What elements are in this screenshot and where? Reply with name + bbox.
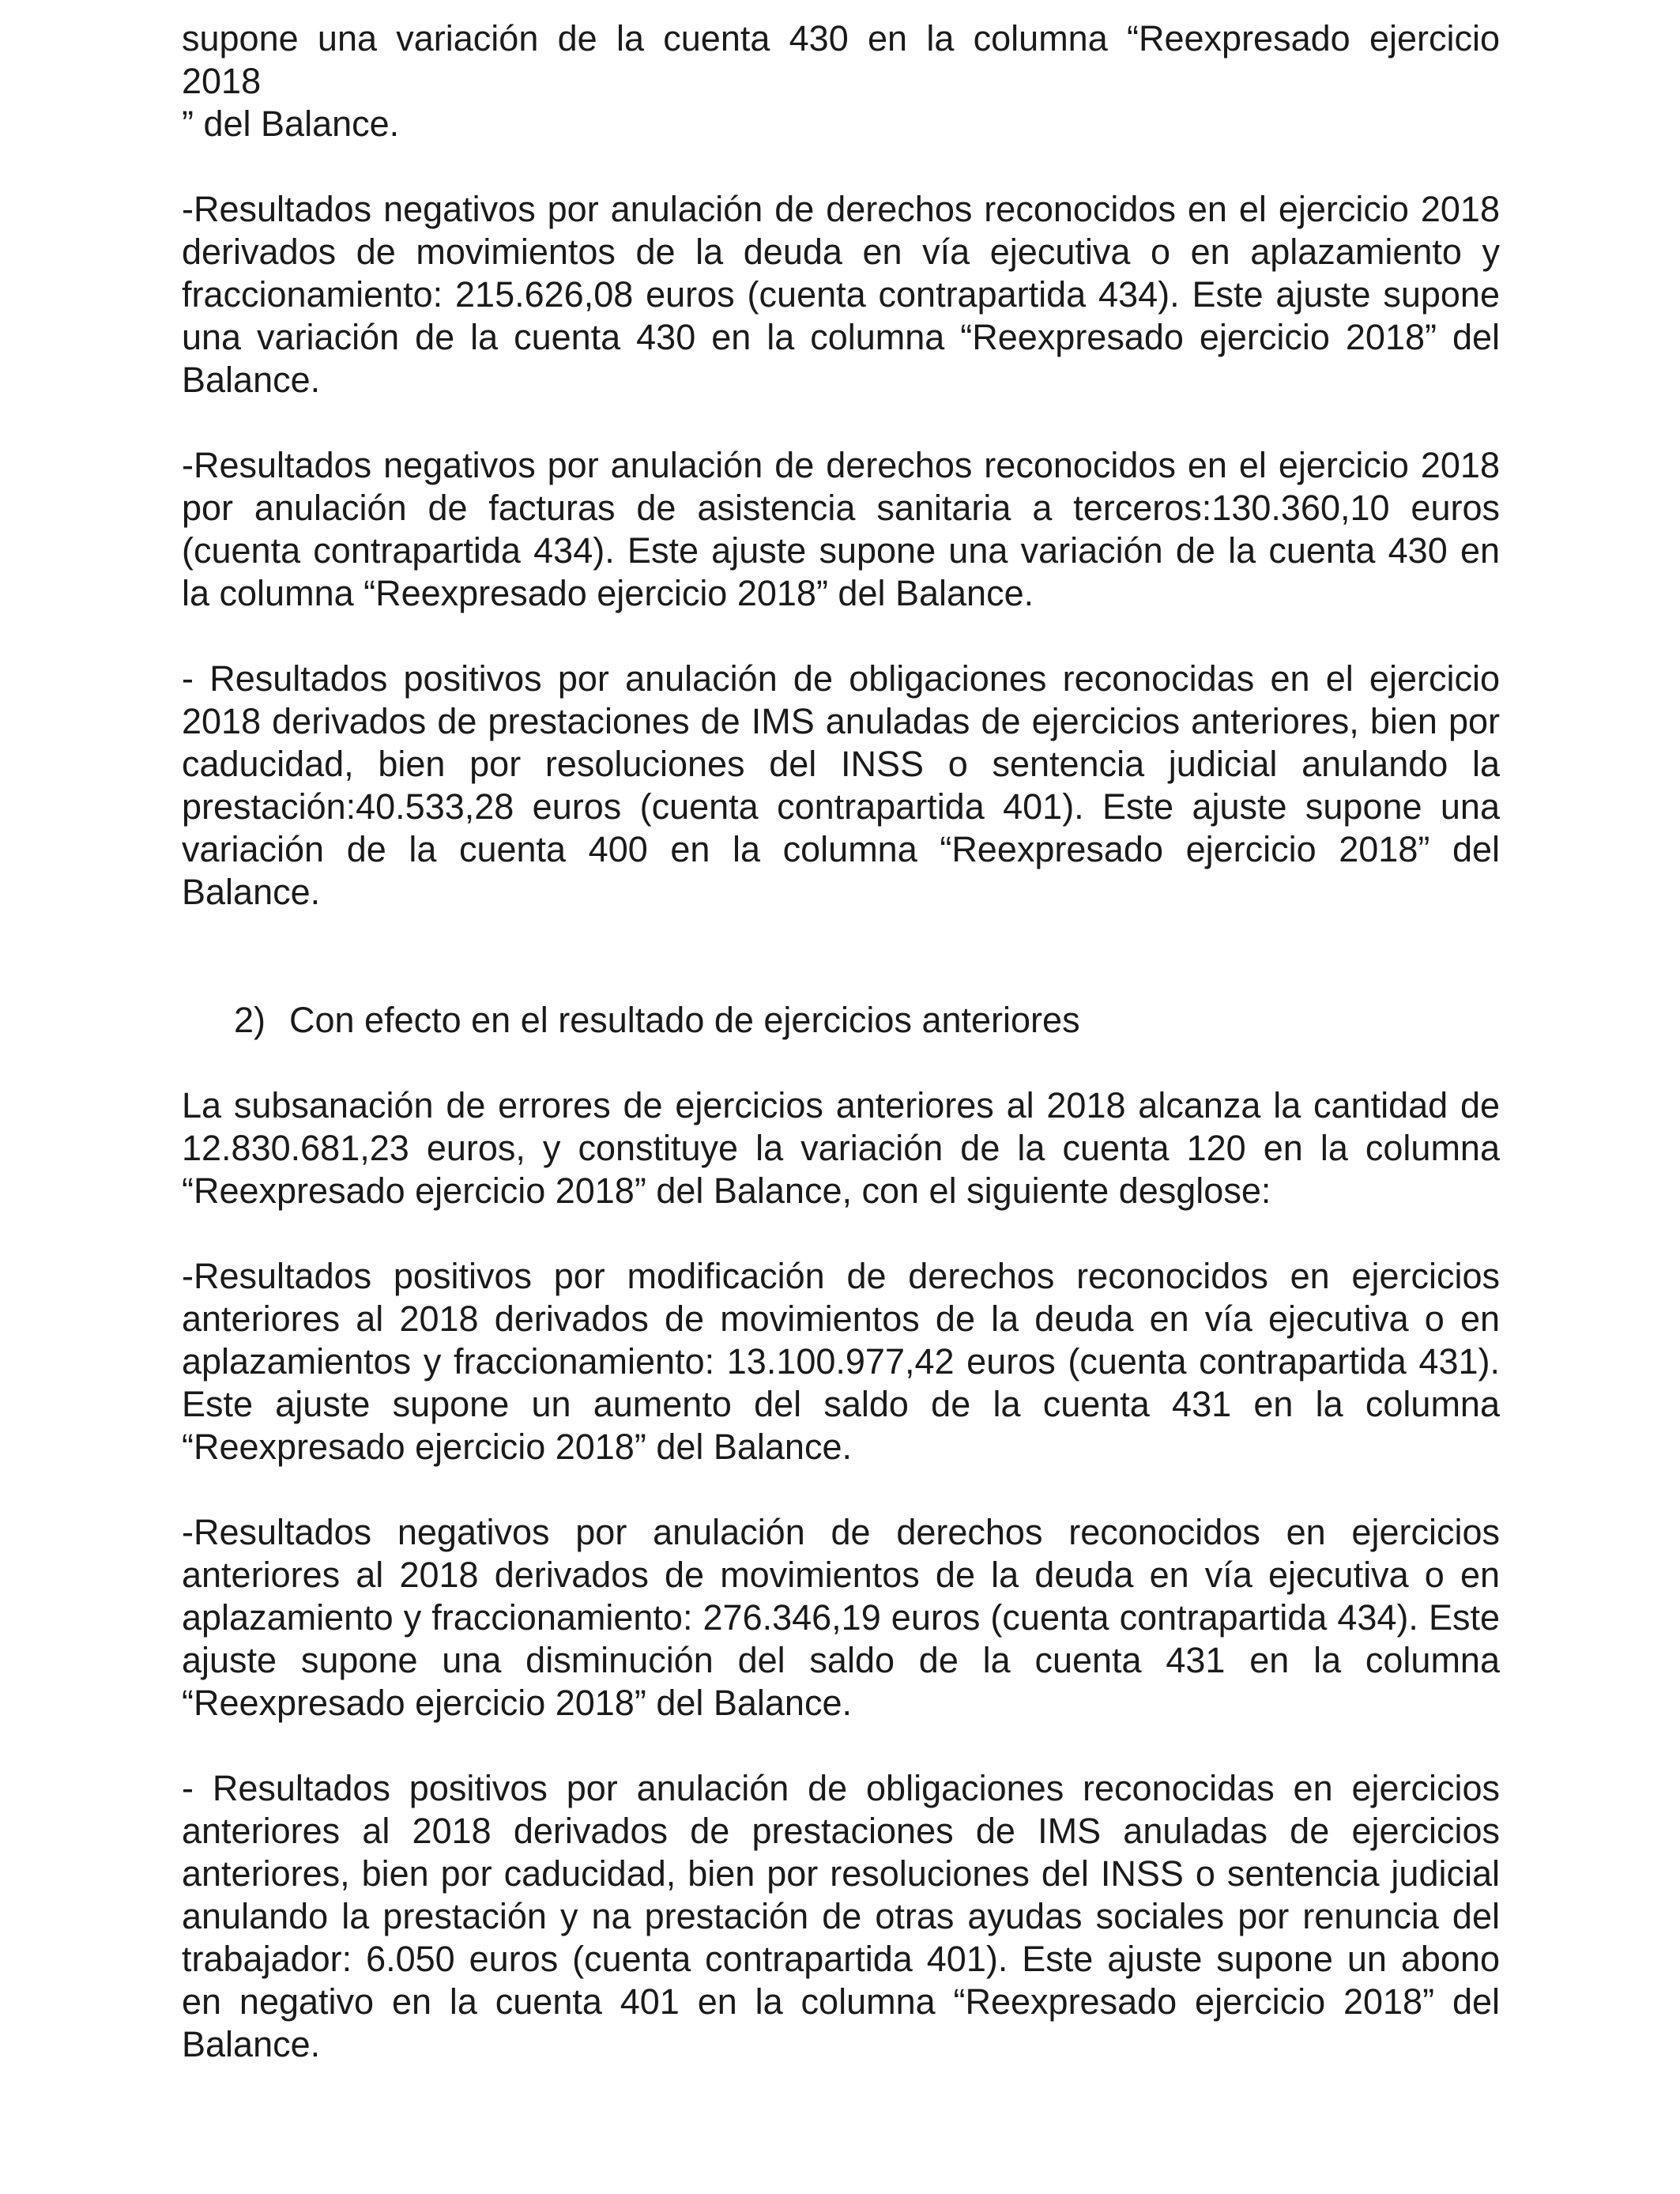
intro-line-1: supone una variación de la cuenta 430 en la columna “Reexpresado ejercicio: [182, 18, 1500, 58]
section2-number: 2): [234, 1000, 266, 1040]
intro-line-3: ” del Balance.: [182, 104, 400, 144]
document-page: [182, 17, 1500, 2109]
section2-heading: [182, 999, 1500, 1042]
intro-paragraph: [182, 17, 1500, 145]
section2-item-1: -Resultados positivos por modificación de derechos reconocidos en ejercicios anteriores al 2018 derivados de movimientos de la deuda en vía ejecutiva o en aplazamientos y fraccionamiento: 13.100.977,42 euros (cuenta contrapartida 431). Este ajuste supone un aumento del saldo de la cuenta 431 en la columna “Reexpresado ejercicio 2018” del Balance.: [182, 1256, 1500, 1467]
section-spacer: [182, 956, 1500, 999]
intro-line-2: 2018: [182, 61, 262, 101]
section1-item-1: -Resultados negativos por anulación de derechos reconocidos en el ejercicio 2018 derivados de movimientos de la deuda en vía ejecutiva o en aplazamiento y fraccionamiento: 215.626,08 euros (cuenta contrapartida 434). Este ajuste supone una variación de la cuenta 430 en la columna “Reexpresado ejercicio 2018” del Balance.: [182, 189, 1500, 400]
section2-summary: La subsanación de errores de ejercicios anteriores al 2018 alcanza la cantidad de 12.830.681,23 euros, y constituye la variación de la cuenta 120 en la columna “Reexpresado ejercicio 2018” del Balance, con el siguiente desglose:: [182, 1085, 1500, 1211]
section1-item-3: - Resultados positivos por anulación de obligaciones reconocidas en el ejercicio 2018 derivados de prestaciones de IMS anuladas de ejercicios anteriores, bien por caducidad, bien por resoluciones del INSS o sentencia judicial anulando la prestación:40.533,28 euros (cuenta contrapartida 401). Este ajuste supone una variación de la cuenta 400 en la columna “Reexpresado ejercicio 2018” del Balance.: [182, 658, 1500, 912]
section2-item-2: -Resultados negativos por anulación de derechos reconocidos en ejercicios anteriores al 2018 derivados de movimientos de la deuda en vía ejecutiva o en aplazamiento y fraccionamiento: 276.346,19 euros (cuenta contrapartida 434). Este ajuste supone una disminución del saldo de la cuenta 431 en la columna “Reexpresado ejercicio 2018” del Balance.: [182, 1512, 1500, 1723]
section2-item-3: - Resultados positivos por anulación de obligaciones reconocidas en ejercicios anteriores al 2018 derivados de prestaciones de IMS anuladas de ejercicios anteriores, bien por caducidad, bien por resoluciones del INSS o sentencia judicial anulando la prestación y na prestación de otras ayudas sociales por renuncia del trabajador: 6.050 euros (cuenta contrapartida 401). Este ajuste supone un abono en negativo en la cuenta 401 en la columna “Reexpresado ejercicio 2018” del Balance.: [182, 1768, 1500, 2064]
section1-item-2: -Resultados negativos por anulación de derechos reconocidos en el ejercicio 2018 por anulación de facturas de asistencia sanitaria a terceros:130.360,10 euros (cuenta contrapartida 434). Este ajuste supone una variación de la cuenta 430 en la columna “Reexpresado ejercicio 2018” del Balance.: [182, 445, 1500, 613]
section2-title: Con efecto en el resultado de ejercicios anteriores: [289, 1000, 1080, 1040]
